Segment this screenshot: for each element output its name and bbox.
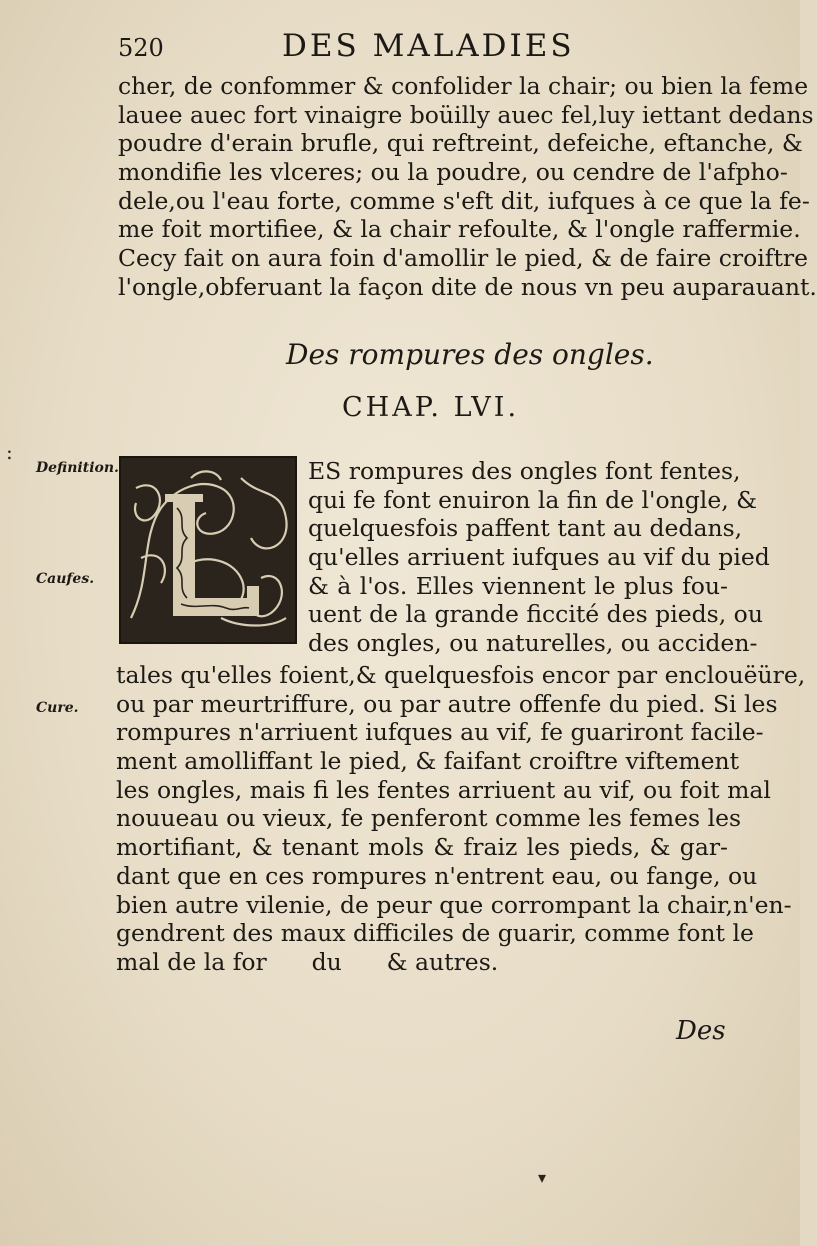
page-header [112, 28, 732, 68]
margin-note-causes: Caufes. [36, 571, 95, 587]
text-line: gendrent des maux difficiles de guarir, comme font le [116, 919, 754, 948]
text-line: nouueau ou vieux, fe penferont comme les femes les [116, 804, 742, 833]
text-line: l'ongle,obferuant la façon dite de nous vn peu auparauant. [118, 272, 817, 301]
printer-mark-icon: ▾ [538, 1168, 547, 1187]
margin-note-cure: Cure. [36, 700, 79, 716]
text-line: me foit mortifiee, & la chair refoulte, & l'ongle raffermie. [118, 215, 801, 244]
text-line: tales qu'elles foient,& quelquesfois encor par enclouëüre, [116, 661, 806, 689]
text-line: uent de la grande ficcité des pieds, ou [308, 600, 763, 629]
chapter-heading: CHAP. LVI. [342, 392, 520, 423]
text-line: bien autre vilenie, de peur que corrompant la chair,n'en- [116, 890, 792, 919]
text-line: dant que en ces rompures n'entrent eau, ou fange, ou [116, 861, 758, 890]
page-edge-mark-icon: : [6, 440, 13, 464]
text-line: dele,ou l'eau forte, comme s'eft dit, iufques à ce que la fe- [118, 186, 810, 215]
margin-note-definition: Definition. [36, 460, 119, 476]
ornamental-initial-icon [119, 456, 297, 644]
text-line: rompures n'arriuent iufques au vif, fe guariront facile- [116, 718, 764, 747]
text-line: des ongles, ou naturelles, ou acciden- [308, 629, 758, 658]
section-subheading: Des rompures des ongles. [286, 338, 654, 371]
text-line: quelquesfois paffent tant au dedans, [308, 514, 743, 543]
text-line: ou par meurtriffure, ou par autre offenfe du pied. Si les [116, 689, 778, 718]
text-line: poudre d'erain brufle, qui reftreint, defeiche, eftanche, & [118, 129, 803, 158]
text-line: Cecy fait on aura foin d'amollir le pied, & de faire croiftre [118, 244, 809, 273]
text-line: ES rompures des ongles font fentes, [308, 457, 741, 485]
top-text-block [118, 72, 817, 302]
text-line: les ongles, mais fi les fentes arriuent au vif, ou foit mal [116, 775, 771, 804]
text-line: qui fe font enuiron la fin de l'ongle, & [308, 485, 758, 514]
text-line: mal de la for du & autres. [116, 947, 499, 976]
text-line: mondifie les vlceres; ou la poudre, ou cendre de l'afpho- [118, 158, 788, 187]
text-line: lauee auec fort vinaigre boüilly auec fel,luy iettant dedans [118, 100, 814, 129]
text-line: & à l'os. Elles viennent le plus fou- [308, 571, 728, 600]
ornament-svg [121, 458, 295, 642]
page-number: 520 [118, 34, 164, 62]
text-line: mortifiant, & tenant mols & fraiz les pieds, & gar- [116, 833, 728, 862]
running-title: DES MALADIES [282, 28, 575, 64]
text-line: qu'elles arriuent iufques au vif du pied [308, 543, 770, 572]
text-line: ment amolliffant le pied, & faifant croiftre viftement [116, 747, 740, 776]
catchword: Des [676, 1016, 726, 1046]
full-width-body-text [116, 661, 806, 977]
indented-body-text [308, 457, 770, 658]
text-line: cher, de confommer & confolider la chair; ou bien la feme [118, 72, 809, 100]
